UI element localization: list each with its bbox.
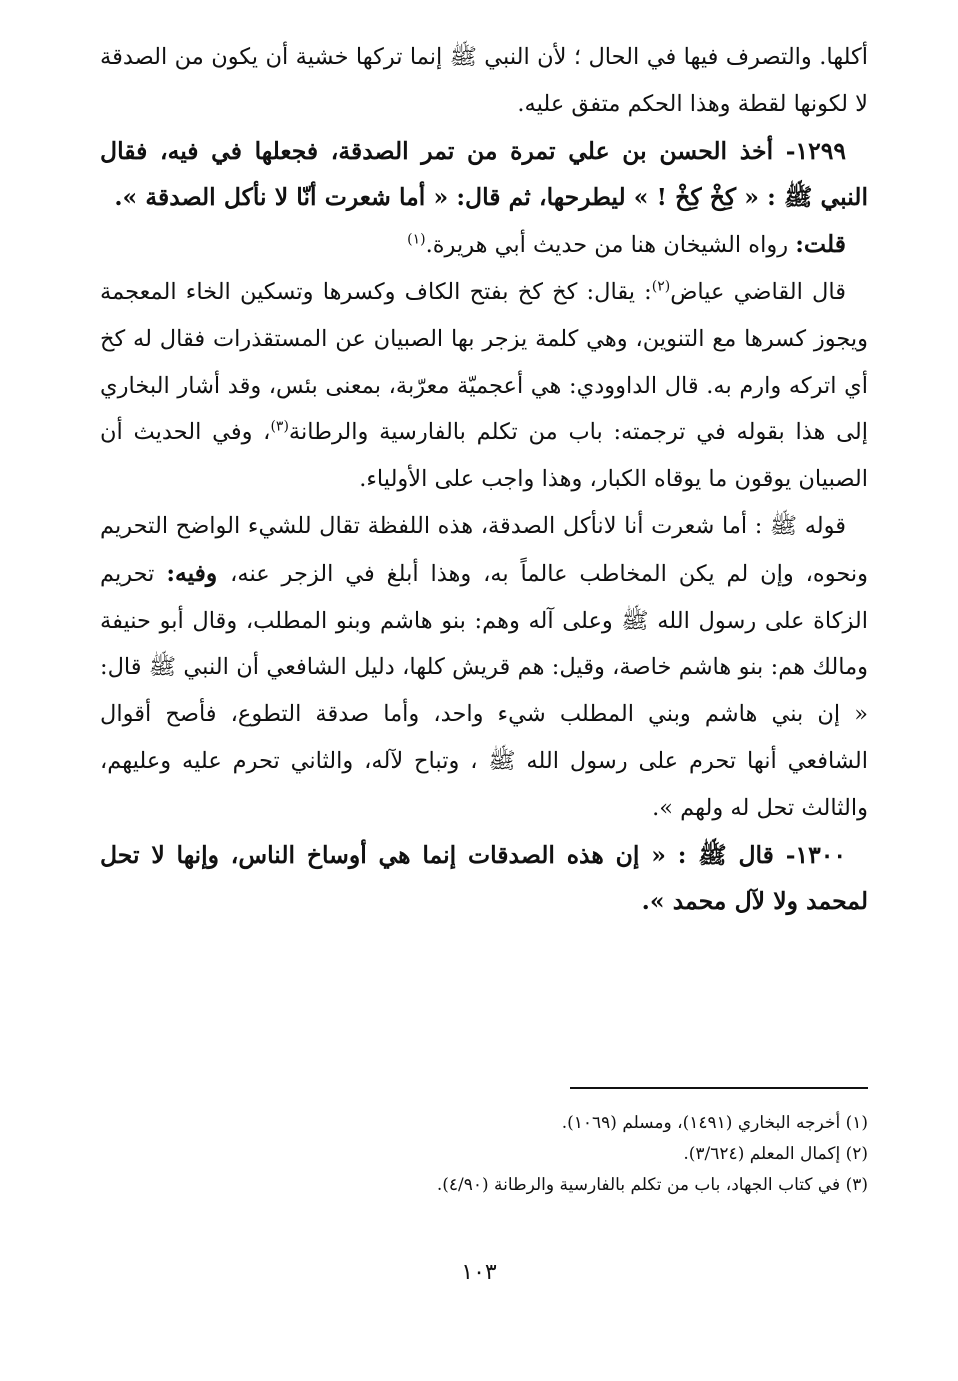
commentary-text-b: : يقال: كخ كخ بفتح الكاف وكسرها وتسكين الخاء المعجمة ويجوز كسرها مع التنوين، وهي كلمة يزجر بها الصبيان عن المستقذرات فقال له كخ أي اتركه وارم به. قال الداوودي: هي أعجميّة معرّبة، بمعنى بئس، وقد أشار البخاري إلى هذا بقوله في ترجمته: باب من تكلم بالفارسية والرطانة	[100, 278, 868, 446]
qult-paragraph	[100, 221, 868, 269]
commentary-paragraph	[100, 269, 868, 503]
commentary-text-c: ، وفي الحديث أن الصبيان يوقون ما يوقاه الكبار، وهذا واجب على الأولياء.	[100, 419, 868, 493]
footnote-divider	[570, 1087, 868, 1089]
ruling-paragraph	[100, 503, 868, 832]
paragraph-continuation: أكلها. والتصرف فيها في الحال ؛ لأن النبي ﷺ إنما تركها خشية أن يكون من الصدقة لا لكونها لقطة وهذا الحكم متفق عليه.	[100, 44, 868, 117]
hadith-1300: ١٣٠٠- قال ﷺ : « إن هذه الصدقات إنما هي أوساخ الناس، وإنها لا تحل لمحمد ولا لآل محمد ».	[100, 840, 868, 916]
ruling-text-a: قوله ﷺ : أما شعرت أنا لانأكل الصدقة، هذه اللفظة تقال للشيء الواضح التحريم ونحوه، وإن لم يكن المخاطب عالماً به، وهذا أبلغ في الزجر عنه،	[100, 512, 868, 587]
footnote-ref-2: (٢)	[651, 278, 671, 295]
page-number: ١٠٣	[461, 1260, 497, 1285]
footnote-ref-3: (٣)	[270, 418, 289, 435]
footnote-2: (٢) إكمال المعلم (٣/٦٢٤).	[683, 1144, 868, 1164]
qult-label: قلت:	[795, 230, 846, 259]
footnote-1: (١) أخرجه البخاري (١٤٩١)، ومسلم (١٠٦٩).	[561, 1113, 868, 1133]
footnote-ref-1: (١)	[407, 231, 426, 248]
footnote-3: (٣) في كتاب الجهاد، باب من تكلم بالفارسية والرطانة (٤/٩٠).	[436, 1175, 868, 1195]
fihi-label: وفيه:	[166, 558, 231, 587]
hadith-1299: ١٢٩٩- أخذ الحسن بن علي تمرة من تمر الصدقة، فجعلها في فيه، فقال النبي ﷺ : « كِخْ كِخْ ! » ليطرحها، ثم قال: « أما شعرت أنّا لا نأكل الصدقة ».	[100, 136, 868, 212]
footnotes	[100, 1108, 868, 1201]
ruling-text-b: تحريم الزكاة على رسول الله ﷺ وعلى آله وهم: بنو هاشم وبنو المطلب، وقال أبو حنيفة ومالك هم: بنو هاشم خاصة، وقيل: هم قريش كلها، دليل الشافعي أن النبي ﷺ قال: « إن بني هاشم وبني المطلب شيء واحد، وأما صدقة التطوع، فأصح أقوال الشافعي أنها تحرم على رسول الله ﷺ ، وتباح لآله، والثاني تحرم عليه وعليهم، والثالث تحل له ولهم ».	[100, 560, 868, 821]
commentary-text-a: قال القاضي عياض	[670, 278, 846, 305]
qult-text: رواه الشيخان هنا من حديث أبي هريرة.	[425, 232, 796, 259]
main-text	[100, 34, 868, 925]
